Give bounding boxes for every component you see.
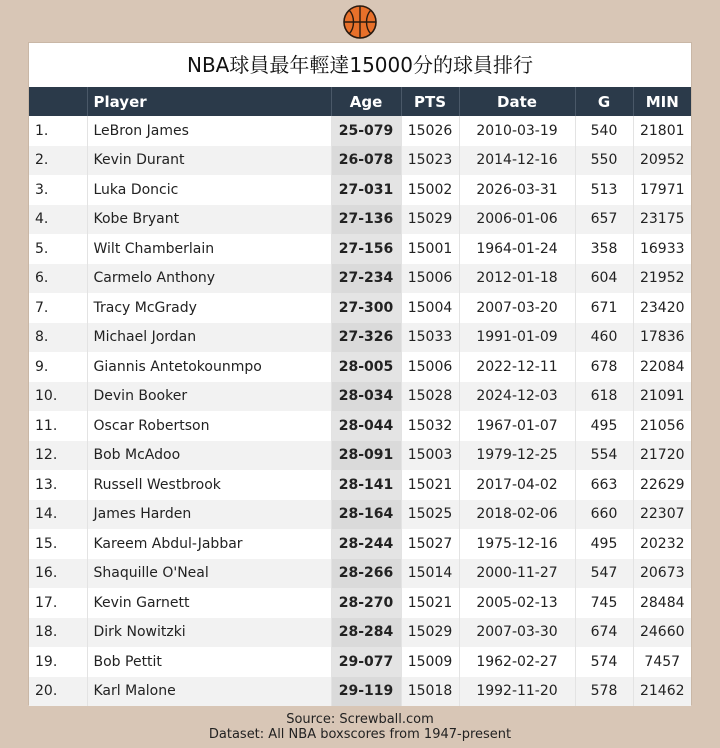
cell-rank: 4. — [29, 205, 87, 235]
column-header-rank — [29, 87, 87, 116]
table-row — [29, 559, 691, 589]
cell-rank: 9. — [29, 352, 87, 382]
cell-player: Michael Jordan — [87, 323, 331, 353]
cell-player: Bob McAdoo — [87, 441, 331, 471]
cell-age: 28-044 — [331, 411, 401, 441]
cell-age: 27-326 — [331, 323, 401, 353]
cell-min: 17971 — [639, 181, 685, 198]
table-row — [29, 647, 691, 677]
table-row — [29, 264, 691, 294]
cell-min: 20952 — [639, 152, 685, 169]
cell-min: 23175 — [639, 211, 685, 228]
cell-min: 21056 — [639, 417, 685, 434]
cell-rank: 6. — [29, 264, 87, 294]
table-row — [29, 411, 691, 441]
cell-min: 21720 — [639, 447, 685, 464]
cell-date: 2014-12-16 — [459, 146, 575, 176]
cell-date: 2017-04-02 — [459, 470, 575, 500]
cell-date: 2005-02-13 — [459, 588, 575, 618]
table-row — [29, 175, 691, 205]
cell-player: Tracy McGrady — [87, 293, 331, 323]
column-header-date[interactable]: Date — [459, 87, 575, 116]
cell-pts: 15032 — [401, 411, 459, 441]
cell-g: 604 — [575, 264, 633, 294]
cell-min: 21801 — [639, 122, 685, 139]
cell-rank: 1. — [29, 116, 87, 146]
table-row — [29, 618, 691, 648]
cell-pts: 15009 — [401, 647, 459, 677]
cell-player: Bob Pettit — [87, 647, 331, 677]
cell-age: 29-077 — [331, 647, 401, 677]
cell-player: Wilt Chamberlain — [87, 234, 331, 264]
cell-rank: 8. — [29, 323, 87, 353]
table-title: NBA球員最年輕達15000分的球員排行 — [187, 53, 533, 77]
cell-age: 28-091 — [331, 441, 401, 471]
cell-age: 29-119 — [331, 677, 401, 707]
cell-age: 28-141 — [331, 470, 401, 500]
cell-rank: 20. — [29, 677, 87, 707]
footer-dataset: Dataset: All NBA boxscores from 1947-present — [208, 727, 512, 742]
cell-pts: 15023 — [401, 146, 459, 176]
cell-rank: 15. — [29, 529, 87, 559]
cell-player: Kevin Garnett — [87, 588, 331, 618]
table-row — [29, 588, 691, 618]
cell-g: 678 — [575, 352, 633, 382]
cell-player: Giannis Antetokounmpo — [87, 352, 331, 382]
cell-date: 1979-12-25 — [459, 441, 575, 471]
cell-min: 28484 — [639, 594, 685, 611]
cell-g: 618 — [575, 382, 633, 412]
column-header-player[interactable]: Player — [87, 87, 331, 116]
cell-min: 20232 — [639, 535, 685, 552]
table-row — [29, 441, 691, 471]
cell-g: 513 — [575, 175, 633, 205]
cell-g: 495 — [575, 529, 633, 559]
cell-g: 358 — [575, 234, 633, 264]
cell-player: James Harden — [87, 500, 331, 530]
cell-date: 1962-02-27 — [459, 647, 575, 677]
cell-age: 27-156 — [331, 234, 401, 264]
table-row — [29, 205, 691, 235]
cell-player: Karl Malone — [87, 677, 331, 707]
cell-min: 23420 — [639, 299, 685, 316]
cell-age: 28-284 — [331, 618, 401, 648]
cell-date: 2012-01-18 — [459, 264, 575, 294]
cell-age: 28-270 — [331, 588, 401, 618]
cell-rank: 17. — [29, 588, 87, 618]
cell-age: 28-005 — [331, 352, 401, 382]
cell-pts: 15004 — [401, 293, 459, 323]
cell-min: 22307 — [639, 506, 685, 523]
cell-pts: 15021 — [401, 470, 459, 500]
cell-rank: 16. — [29, 559, 87, 589]
cell-g: 745 — [575, 588, 633, 618]
table-row — [29, 323, 691, 353]
cell-pts: 15027 — [401, 529, 459, 559]
cell-pts: 15028 — [401, 382, 459, 412]
cell-date: 2000-11-27 — [459, 559, 575, 589]
table-row — [29, 293, 691, 323]
cell-player: Oscar Robertson — [87, 411, 331, 441]
cell-min: 21462 — [639, 683, 685, 700]
table-row — [29, 500, 691, 530]
cell-player: Russell Westbrook — [87, 470, 331, 500]
cell-age: 27-300 — [331, 293, 401, 323]
cell-min: 17836 — [639, 329, 685, 346]
table-header-row — [29, 87, 691, 116]
cell-min: 24660 — [639, 624, 685, 641]
cell-age: 27-031 — [331, 175, 401, 205]
cell-pts: 15014 — [401, 559, 459, 589]
cell-pts: 15021 — [401, 588, 459, 618]
cell-date: 2026-03-31 — [459, 175, 575, 205]
cell-age: 28-266 — [331, 559, 401, 589]
cell-g: 550 — [575, 146, 633, 176]
cell-pts: 15026 — [401, 116, 459, 146]
leaderboard-table — [29, 87, 691, 706]
cell-player: Kareem Abdul-Jabbar — [87, 529, 331, 559]
cell-g: 674 — [575, 618, 633, 648]
cell-pts: 15018 — [401, 677, 459, 707]
column-header-age[interactable]: Age — [331, 87, 401, 116]
cell-g: 495 — [575, 411, 633, 441]
cell-date: 1992-11-20 — [459, 677, 575, 707]
cell-age: 26-078 — [331, 146, 401, 176]
table-row — [29, 116, 691, 146]
cell-pts: 15006 — [401, 264, 459, 294]
column-header-pts[interactable]: PTS — [401, 87, 459, 116]
cell-g: 671 — [575, 293, 633, 323]
table-row — [29, 146, 691, 176]
cell-player: Dirk Nowitzki — [87, 618, 331, 648]
cell-g: 660 — [575, 500, 633, 530]
cell-date: 2018-02-06 — [459, 500, 575, 530]
cell-age: 28-244 — [331, 529, 401, 559]
cell-age: 25-079 — [331, 116, 401, 146]
cell-g: 547 — [575, 559, 633, 589]
cell-date: 1975-12-16 — [459, 529, 575, 559]
cell-date: 2007-03-20 — [459, 293, 575, 323]
cell-player: Kobe Bryant — [87, 205, 331, 235]
cell-player: Carmelo Anthony — [87, 264, 331, 294]
cell-min: 16933 — [639, 240, 685, 257]
cell-g: 657 — [575, 205, 633, 235]
cell-rank: 7. — [29, 293, 87, 323]
cell-rank: 18. — [29, 618, 87, 648]
column-header-g[interactable]: G — [575, 87, 633, 116]
cell-rank: 14. — [29, 500, 87, 530]
cell-rank: 11. — [29, 411, 87, 441]
cell-player: LeBron James — [87, 116, 331, 146]
cell-pts: 15029 — [401, 618, 459, 648]
table-row — [29, 234, 691, 264]
cell-g: 554 — [575, 441, 633, 471]
leaderboard-card — [28, 42, 692, 705]
cell-rank: 10. — [29, 382, 87, 412]
cell-rank: 2. — [29, 146, 87, 176]
cell-player: Shaquille O'Neal — [87, 559, 331, 589]
cell-date: 2006-01-06 — [459, 205, 575, 235]
cell-min: 22629 — [639, 476, 685, 493]
cell-age: 27-234 — [331, 264, 401, 294]
cell-min: 20673 — [639, 565, 685, 582]
cell-date: 2024-12-03 — [459, 382, 575, 412]
cell-rank: 19. — [29, 647, 87, 677]
cell-min: 7457 — [644, 653, 681, 670]
table-row — [29, 677, 691, 707]
table-row — [29, 529, 691, 559]
cell-player: Kevin Durant — [87, 146, 331, 176]
cell-date: 1964-01-24 — [459, 234, 575, 264]
basketball-icon — [343, 5, 377, 39]
cell-age: 28-164 — [331, 500, 401, 530]
cell-pts: 15001 — [401, 234, 459, 264]
footer — [0, 712, 720, 742]
cell-pts: 15029 — [401, 205, 459, 235]
cell-g: 663 — [575, 470, 633, 500]
cell-date: 1967-01-07 — [459, 411, 575, 441]
cell-player: Luka Doncic — [87, 175, 331, 205]
cell-rank: 13. — [29, 470, 87, 500]
cell-date: 2010-03-19 — [459, 116, 575, 146]
footer-source: Source: Screwball.com — [286, 712, 434, 727]
cell-g: 460 — [575, 323, 633, 353]
table-row — [29, 352, 691, 382]
cell-date: 1991-01-09 — [459, 323, 575, 353]
cell-g: 540 — [575, 116, 633, 146]
cell-rank: 3. — [29, 175, 87, 205]
cell-pts: 15033 — [401, 323, 459, 353]
cell-min: 21952 — [639, 270, 685, 287]
cell-pts: 15002 — [401, 175, 459, 205]
cell-date: 2007-03-30 — [459, 618, 575, 648]
table-row — [29, 470, 691, 500]
table-row — [29, 382, 691, 412]
cell-age: 28-034 — [331, 382, 401, 412]
cell-pts: 15006 — [401, 352, 459, 382]
cell-date: 2022-12-11 — [459, 352, 575, 382]
cell-age: 27-136 — [331, 205, 401, 235]
cell-pts: 15025 — [401, 500, 459, 530]
cell-min: 22084 — [639, 358, 685, 375]
cell-rank: 5. — [29, 234, 87, 264]
cell-pts: 15003 — [401, 441, 459, 471]
cell-g: 574 — [575, 647, 633, 677]
cell-min: 21091 — [639, 388, 685, 405]
cell-rank: 12. — [29, 441, 87, 471]
cell-g: 578 — [575, 677, 633, 707]
cell-player: Devin Booker — [87, 382, 331, 412]
column-header-min[interactable]: MIN — [645, 92, 679, 111]
